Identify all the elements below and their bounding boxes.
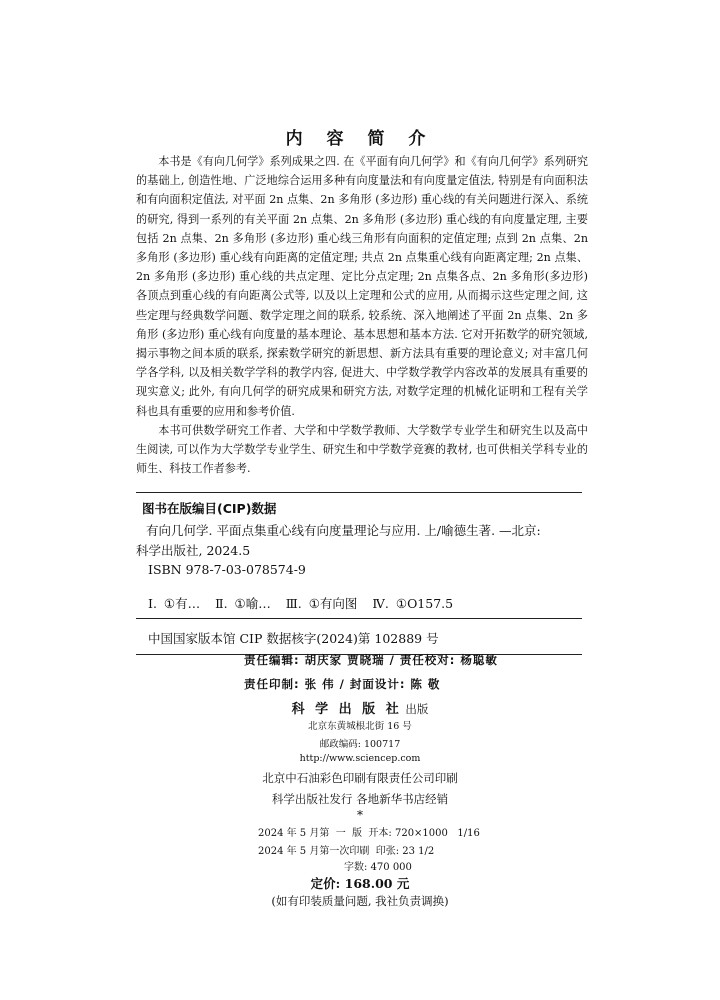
- edition-line: 2024 年 5 月第 一 版 开本: 720×1000 1/16: [258, 828, 480, 839]
- intro-text: [136, 152, 588, 478]
- intro-paragraph-2: 本书可供数学研究工作者、大学和中学数学教师、大学数学专业学生和研究生以及高中生阅读, 可以作为大学数学专业学生、研究生和中学数学竞赛的教材, 也可供相关学科专业的师生、科技工作者参考.: [136, 423, 588, 476]
- cip-heading: 图书在版编目(CIP)数据: [142, 501, 277, 516]
- cip-title-line: 有向几何学. 平面点集重心线有向度量理论与应用. 上/喻德生著. —北京:: [146, 523, 541, 538]
- publisher-postcode: 邮政编码: 100717: [319, 739, 401, 750]
- distributor-line: 科学出版社发行 各地新华书店经销: [271, 792, 449, 806]
- credit-editors: 责任编辑: 胡庆家 贾晓瑞 / 责任校对: 杨聪敏: [244, 653, 498, 667]
- publisher-name: 科 学 出 版 社: [291, 702, 402, 717]
- publisher-address: 北京东黄城根北街 16 号: [308, 721, 412, 732]
- credit-printing: 责任印制: 张 伟 / 封面设计: 陈 敬: [244, 677, 441, 691]
- cip-class-4: Ⅳ. ①O157.5: [372, 595, 454, 611]
- printing-run-line: 2024 年 5 月第一次印刷 印张: 23 1/2: [258, 846, 435, 857]
- word-count-line: 字数: 470 000: [344, 862, 412, 873]
- cip-library-number: 中国国家版本馆 CIP 数据核字(2024)第 102889 号: [148, 630, 439, 646]
- notice-line: (如有印装质量问题, 我社负责调换): [271, 894, 449, 908]
- cip-publisher-line: 科学出版社, 2024.5: [136, 542, 251, 558]
- cip-class-2: Ⅱ. ①喻…: [215, 595, 271, 611]
- price-line: 定价: 168.00 元: [310, 876, 410, 891]
- cip-top-rule: [136, 492, 582, 493]
- cip-class-3: Ⅲ. ①有向图: [285, 595, 358, 611]
- publisher-suffix: 出版: [405, 702, 429, 716]
- separator-star: *: [357, 808, 363, 822]
- cip-middle-rule: [136, 618, 582, 619]
- page-title: 内 容 简 介: [285, 129, 435, 149]
- cip-isbn: ISBN 978-7-03-078574-9: [148, 562, 306, 577]
- cip-block: [136, 492, 582, 655]
- cip-classification: [148, 594, 582, 612]
- printer-line: 北京中石油彩色印刷有限责任公司印刷: [262, 771, 458, 785]
- intro-paragraph-1: 本书是《有向几何学》系列成果之四. 在《平面有向几何学》和《有向几何学》系列研究的基础上, 创造性地、广泛地综合运用多种有向度量法和有向度量定值法, 特别是有向面积法和有向面积定值法, 对平面 2n 点集、2n 多角形 (多边形) 重心线的有关问题进行深入、系统的研究, 得到一系列的有关平面 2n 点集、2n 多角形 (多边形) 重心线的有向度量定理, 主要包括 2n 点集、2n 多角形 (多边形) 重心线三角形有向面积的定值定理; 点到 2n 点集、2n 多角形 (多边形) 重心线有向距离的定值定理; 共点 2n 点集重心线有向距离定理; 2n 点集、2n 多角形 (多边形) 重心线的共点定理、定比分点定理; 2n 点集各点、2n 多角形(多边形) 各顶点到重心线的有向距离公式等, 以及以上定理和公式的应用, 从而揭示这些定理之间, 这些定理与经典数学问题、数学定理之间的联系, 较系统、深入地阐述了平面 2n 点集、2n 多角形 (多边形) 重心线有向度量的基本理论、基本思想和基本方法. 它对开拓数学的研究领域, 揭示事物之间本质的联系, 探索数学研究的新思想、新方法具有重要的理论意义; 对丰富几何学各学科, 以及相关数学学科的教学内容, 促进大、中学数学教学内容改革的发展具有重要的现实意义; 此外, 有向几何学的研究成果和研究方法, 对数学定理的机械化证明和工程有关学科也具有重要的应用和参考价值.: [136, 155, 588, 418]
- publisher-website: http://www.sciencep.com: [299, 753, 421, 764]
- publisher-line: [0, 698, 720, 717]
- cip-class-1: Ⅰ. ①有…: [148, 595, 201, 611]
